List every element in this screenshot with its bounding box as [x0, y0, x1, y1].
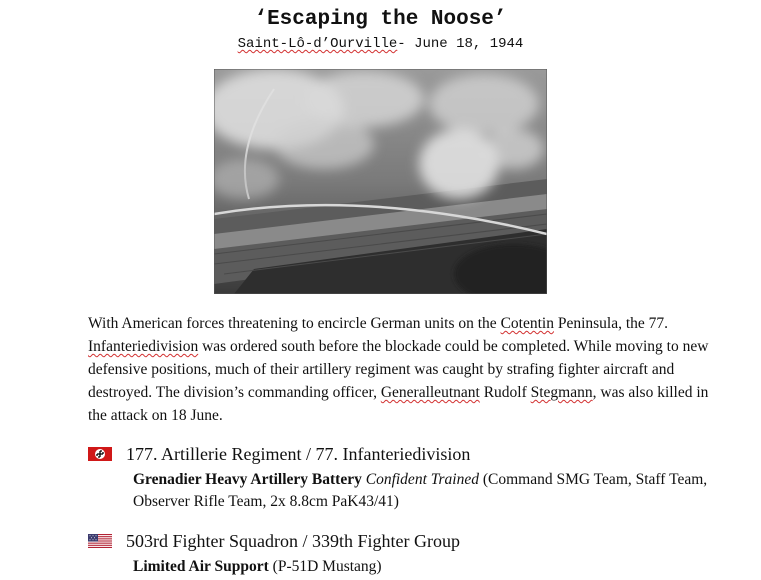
intro-text-part: Peninsula, the 77. [553, 315, 669, 332]
intro-text-part: Generalleutnant [380, 384, 480, 401]
page-subtitle [0, 36, 761, 52]
intro-paragraph [88, 312, 728, 427]
intro-text [88, 312, 728, 427]
intro-text-part: , was also killed in the attack on 18 June. [88, 384, 709, 424]
unit-block-us [88, 529, 748, 578]
us-flag-icon [88, 534, 112, 548]
unit-block-german [88, 442, 748, 513]
unit-heading: 177. Artillerie Regiment / 77. Infanteriedivision [126, 443, 471, 464]
intro-text-part: Infanteriedivision [88, 338, 199, 355]
german-flag-icon [88, 447, 112, 461]
subtitle-place: Saint-Lô-d’Ourville [237, 36, 398, 52]
unit-heading: 503rd Fighter Squadron / 339th Fighter Group [126, 530, 460, 551]
unit-composition: (Command SMG Team, Staff Team, Observer Rifle Team, 2x 8.8cm PaK43/41) [133, 471, 708, 510]
unit-detail [133, 556, 748, 578]
intro-text-part: Stegmann [530, 384, 593, 401]
intro-text-part: Cotentin [500, 315, 554, 332]
unit-rating: Confident Trained [365, 471, 479, 488]
intro-text-part: Rudolf [479, 384, 531, 401]
unit-composition: (P-51D Mustang) [272, 558, 382, 575]
intro-text-part: was ordered south before the blockade could be completed. While moving to new defensive positions, much of their artillery regiment was caught by strafing fighter aircraft and destroyed. The division’s commanding officer, [88, 338, 709, 401]
intro-text-part: With American forces threatening to encircle German units on the [88, 315, 501, 332]
unit-detail [133, 469, 748, 513]
aerial-battlefield-photo [214, 69, 547, 294]
unit-type: Limited Air Support [133, 558, 269, 575]
subtitle-date: - June 18, 1944 [397, 36, 524, 52]
page-title: ‘Escaping the Noose’ [254, 8, 507, 31]
unit-heading-row [88, 442, 748, 466]
unit-type: Grenadier Heavy Artillery Battery [133, 471, 362, 488]
aerial-photo-drawing [214, 69, 547, 294]
unit-heading-row [88, 529, 748, 553]
